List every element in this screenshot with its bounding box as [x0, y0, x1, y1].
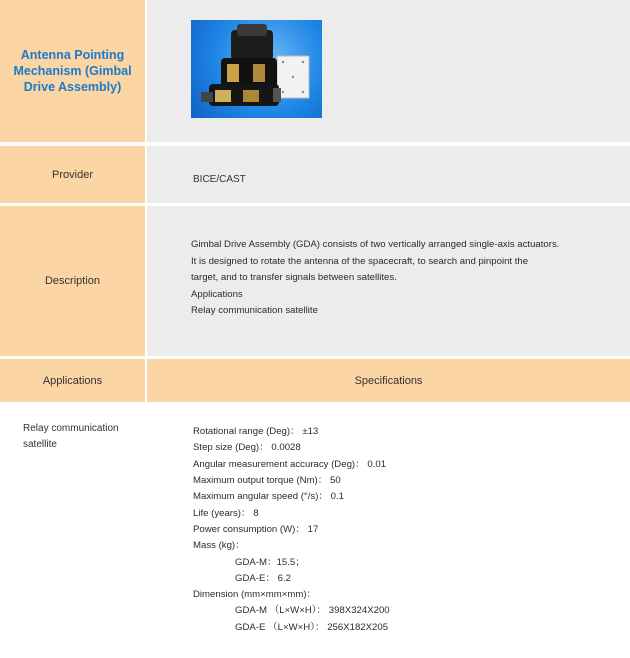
description-line: It is designed to rotate the antenna of the spacecraft, to search and pinpoint the: [191, 255, 529, 267]
description-line: Applications: [191, 288, 243, 300]
description-cell: [147, 206, 630, 356]
spec-dimension-gda-m: GDA-M （L×W×H）： 398X324X200: [235, 605, 390, 616]
applications-header: Applications: [42, 374, 103, 387]
application-cell: [0, 405, 145, 658]
description-label-cell: [0, 206, 145, 356]
application-line: satellite: [23, 439, 57, 450]
title-cell: [0, 0, 145, 142]
spec-dimension-gda-e: GDA-E （L×W×H）： 256X182X205: [235, 622, 389, 633]
spec-mass-gda-m: GDA-M：15.5；: [235, 557, 305, 568]
applications-header-cell: [0, 359, 145, 402]
description-line: Relay communication satellite: [191, 305, 318, 316]
spec-max-speed: Maximum angular speed (°/s)： 0.1: [193, 491, 344, 502]
spec-max-torque: Maximum output torque (Nm)： 50: [193, 475, 341, 486]
spec-power: Power consumption (W)： 17: [193, 524, 319, 535]
spec-life: Life (years)： 8: [193, 508, 259, 519]
spec-step-size: Step size (Deg)： 0.0028: [193, 442, 301, 453]
spec-rotational-range: Rotational range (Deg)： ±13: [193, 426, 319, 437]
page-title: [3, 47, 141, 95]
application-line: Relay communication: [23, 423, 119, 434]
specifications-header-cell: [147, 359, 630, 402]
provider-value: BICE/CAST: [193, 174, 246, 185]
application-value: [23, 421, 119, 453]
spec-mass-gda-e: GDA-E： 6.2: [235, 573, 291, 584]
spec-mass-label: Mass (kg)：: [193, 540, 245, 551]
title-line: Drive Assembly): [23, 80, 122, 94]
spec-angular-accuracy: Angular measurement accuracy (Deg)： 0.01: [193, 459, 387, 470]
provider-label-cell: [0, 146, 145, 203]
description-line: Gimbal Drive Assembly (GDA) consists of two vertically arranged single-axis actuators.: [191, 239, 560, 250]
provider-label: Provider: [52, 168, 93, 181]
photo-cell: [147, 0, 630, 142]
gimbal-assembly-photo: [191, 20, 322, 118]
title-line: Antenna Pointing: [20, 48, 125, 62]
description-line: target, and to transfer signals between satellites.: [191, 272, 397, 283]
spec-dimension-label: Dimension (mm×mm×mm)：: [193, 589, 317, 600]
description-label: Description: [44, 275, 101, 287]
specifications-cell: [147, 405, 630, 658]
title-line: Mechanism (Gimbal: [13, 64, 132, 78]
specifications-header: Specifications: [354, 374, 423, 387]
gimbal-illustration: [191, 20, 322, 118]
provider-value-cell: [147, 146, 630, 203]
